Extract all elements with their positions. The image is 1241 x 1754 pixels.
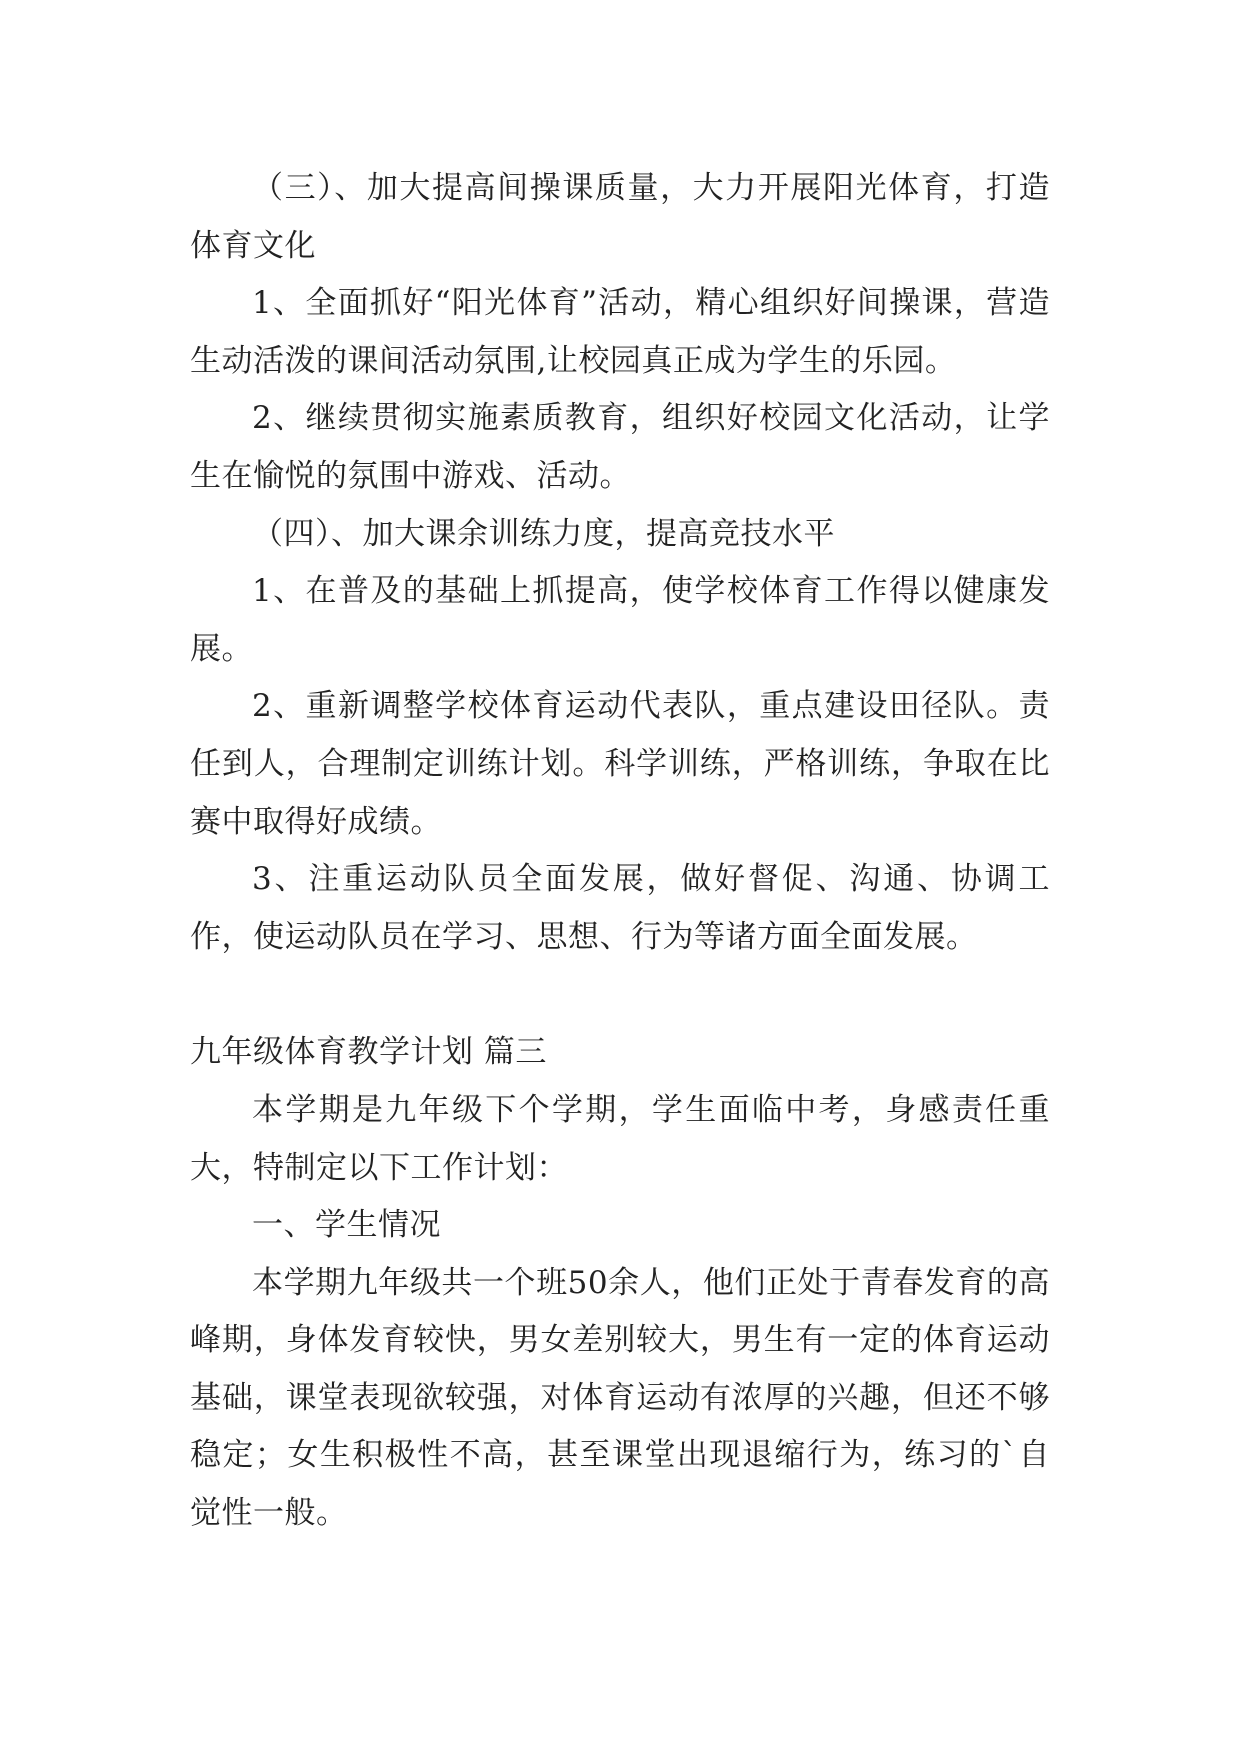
section-3-heading: （三）、加大提高间操课质量，大力开展阳光体育，打造体育文化 — [190, 170, 1050, 264]
section-4-item-1: 1、在普及的基础上抓提高，使学校体育工作得以健康发展。 — [190, 573, 1050, 667]
intro-paragraph: 本学期是九年级下个学期，学生面临中考，身感责任重大，特制定以下工作计划： — [190, 1091, 1050, 1186]
article-title: 九年级体育教学计划 篇三 — [190, 1034, 547, 1071]
section-4-heading: （四）、加大课余训练力度，提高竞技水平 — [252, 515, 835, 552]
document-body — [190, 160, 1050, 1543]
part-1-body: 本学期九年级共一个班50余人，他们正处于青春发育的高峰期，身体发育较快，男女差别较大，男生有一定的体育运动基础，课堂表现欲较强，对体育运动有浓厚的兴趣，但还不够稳定；女生积极性不高，甚至课堂出现退缩行为，练习的`自觉性一般。 — [190, 1264, 1050, 1532]
section-3-item-2: 2、继续贯彻实施素质教育，组织好校园文化活动，让学生在愉悦的氛围中游戏、活动。 — [190, 400, 1050, 494]
section-4-item-2: 2、重新调整学校体育运动代表队，重点建设田径队。责任到人，合理制定训练计划。科学训练，严格训练，争取在比赛中取得好成绩。 — [190, 688, 1050, 840]
section-4-item-3: 3、注重运动队员全面发展，做好督促、沟通、协调工作，使运动队员在学习、思想、行为等诸方面全面发展。 — [190, 861, 1050, 955]
section-3-item-1: 1、全面抓好“阳光体育”活动，精心组织好间操课，营造生动活泼的课间活动氛围,让校园真正成为学生的乐园。 — [190, 285, 1050, 379]
part-1-heading: 一、学生情况 — [252, 1207, 441, 1244]
